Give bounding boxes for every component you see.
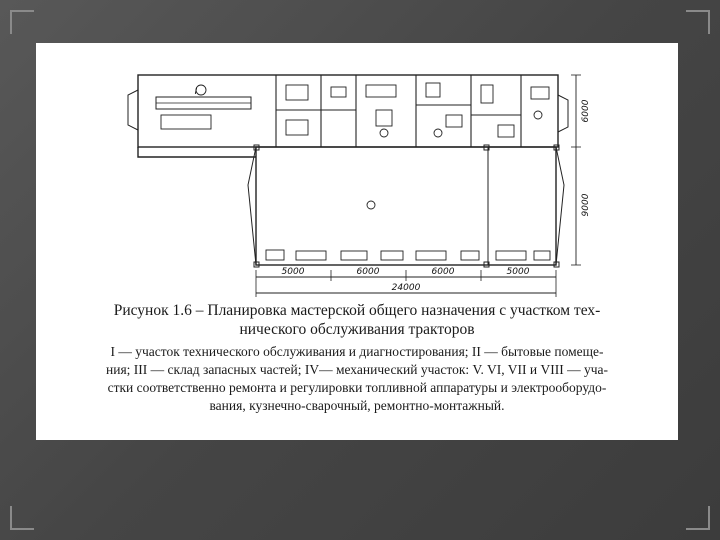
legend-line: стки соответственно ремонта и регулировки топливной аппаратуры и электрооборудо- (107, 380, 607, 395)
side-dimension-label: 6000 (581, 99, 591, 123)
dimension-label: 5000 (281, 267, 305, 277)
document-page (36, 43, 678, 440)
dimension-label: 5000 (506, 267, 530, 277)
floor-plan-drawing (126, 65, 626, 310)
dimension-label: 6000 (356, 267, 380, 277)
figure-title-line: нического обслуживания тракторов (239, 321, 475, 338)
total-dimension-label: 24000 (391, 283, 421, 293)
corner-bracket-top-left (10, 10, 34, 34)
legend-line: I — участок технического обслуживания и диагностирования; II — бытовые помеще- (110, 344, 604, 359)
main-hall-wall (256, 147, 556, 265)
figure-caption (44, 301, 670, 415)
figure-legend (44, 343, 670, 415)
side-dimension-label: 9000 (581, 193, 591, 217)
corner-bracket-bottom-right (686, 506, 710, 530)
corner-bracket-bottom-left (10, 506, 34, 530)
figure-title-line: Рисунок 1.6 – Планировка мастерской общего назначения с участком тех- (113, 302, 601, 319)
upper-wing-wall (138, 75, 558, 147)
dimension-label: 6000 (431, 267, 455, 277)
annex-wall (138, 147, 256, 157)
legend-line: вания, кузнечно-сварочный, ремонтно-монтажный. (209, 398, 505, 413)
corner-bracket-top-right (686, 10, 710, 34)
room-label: I (194, 87, 198, 97)
legend-line: ния; III — склад запасных частей; IV— механический участок: V. VI, VII и VIII — уча- (106, 362, 608, 377)
